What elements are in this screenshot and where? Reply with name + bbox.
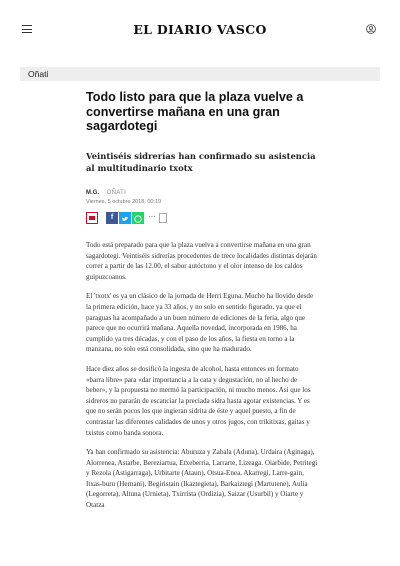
twitter-icon[interactable]: [119, 212, 131, 224]
article-subtitle: Veintiséis sidrerías han confirmado su asistencia al multitudinario txotx: [86, 151, 316, 173]
paragraph: El 'txotx' es ya un clásico de la jornada de Herri Eguna. Mucho ha llovido desde la primera edición, hace ya 33 años, y no solo en sentido figurado, ya que el paraguas ha acompañado a un buen número de ediciones de la feria, algo que parece que no ocurrirá mañana. Aquella novedad, incorporada en 1986, ha cumplido ya tres décadas, y con el paso de los años, la fiesta en torno a la manzana, no solo está consolidada, sino que ha madurado.: [86, 292, 314, 354]
paragraph: Todo está preparado para que la plaza vuelva a convertirse mañana en una gran sagardotegi. Veintiséis sidrerías procedentes de trece localidades distintas dejarán correr a partir de las 12.00, el sabor autóctono y el olor intenso de los caldos guipuzcoanos.: [86, 241, 317, 281]
comment-icon[interactable]: [86, 212, 98, 224]
author-name: M.G.: [86, 190, 99, 196]
paragraph: Hace diez años se dosificó la ingesta de alcohol, hasta entonces en formato «barra libre» para «dar importancia a la cata y degustación, no al hecho de beber», y la propuesta no mermó la participación, ni mucho menos. Así que los sidreros no pararán de escanciar la preciada sidra hasta agotar existencias. Y es que no serán pocos los que ingieran sidrita de éste y aquel puesto, a fin de contrastar las diferentes calidades de unos y otros jugos, con trikitixas, gaitas y txistus como banda sonora.: [86, 364, 311, 437]
article-headline: Todo listo para que la plaza vuelve a convertirse mañana en una gran sagardotegi: [86, 90, 304, 133]
publish-date: Viernes, 5 octubre 2018, 00:19: [86, 199, 162, 205]
bookmark-icon[interactable]: [159, 213, 167, 223]
share-bar: [86, 212, 176, 224]
article-body: [86, 240, 318, 520]
site-logo[interactable]: EL DIARIO VASCO: [133, 22, 267, 37]
facebook-icon[interactable]: f: [106, 212, 118, 224]
more-options-icon[interactable]: ···: [148, 212, 156, 221]
section-label[interactable]: Oñati: [28, 68, 49, 79]
whatsapp-icon[interactable]: [132, 212, 144, 224]
user-account-icon[interactable]: [366, 24, 376, 34]
location-label: OÑATI: [106, 190, 127, 196]
paragraph: Ya han confirmado su asistencia: Aburuza y Zabala (Aduna), Urdaira (Aginaga), Alorrenea, Astarbe, Bereziartua, Etxeberria, Larrarte, Lizeaga. Oiarbide, Petritegi y Rezola (Astigarraga), Urbitarte (Ataun), Otsua-Enea, Akarregi, Larre-gain, Itxas-buru (Hernani), Begiristain (Ikaztegieta), Barkaiztegi (Martutene), Aulia (Legorreta), Altuna (Urnieta), Txirrista (Ordizia), Saizar (Usurbil) y Oiarte y Otatza: [86, 448, 318, 510]
top-bar: [0, 0, 400, 56]
byline: [86, 190, 126, 196]
section-bar: [20, 67, 380, 81]
